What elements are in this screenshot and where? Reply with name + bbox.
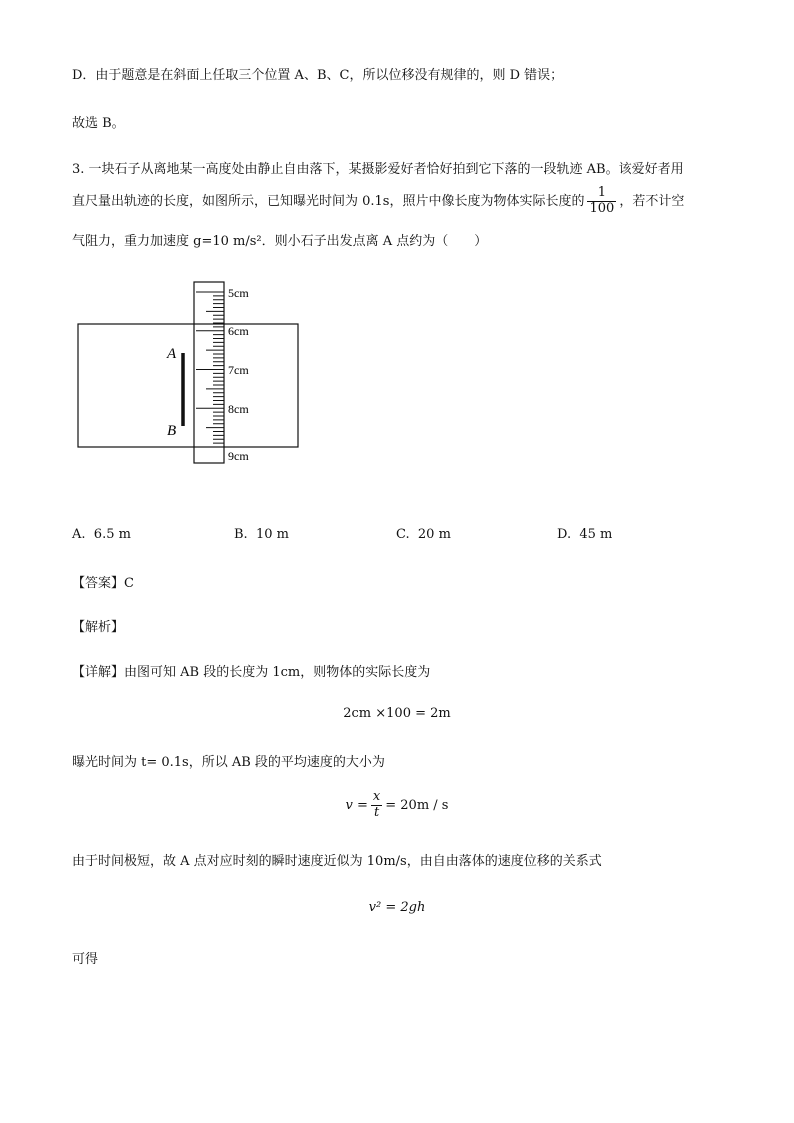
- ruler-label-6cm: 6cm: [228, 324, 249, 338]
- question-3-line-2-pre: 直尺量出轨迹的长度，如图所示，已知曝光时间为 0.1s，照片中像长度为物体实际长度的: [72, 193, 585, 209]
- eq2-denominator: t: [371, 805, 382, 821]
- ruler-ticks: [196, 292, 224, 447]
- option-b-letter: B.: [234, 527, 248, 542]
- point-a-label: A: [167, 346, 177, 362]
- ruler-label-7cm: 7cm: [228, 363, 249, 377]
- choice-statement: 故选 B。: [72, 116, 125, 131]
- option-b[interactable]: [234, 527, 289, 542]
- photo-frame: [78, 324, 298, 447]
- eq2-numerator: x: [372, 789, 381, 804]
- point-b-label: B: [167, 423, 177, 439]
- option-d-text: 45 m: [579, 527, 613, 542]
- ruler-figure: [76, 280, 306, 470]
- question-3-line-2: [72, 186, 684, 217]
- analysis-label: 【解析】: [72, 620, 125, 635]
- ruler-label-5cm: 5cm: [228, 286, 249, 300]
- equation-velocity-displacement: v² = 2gh: [368, 900, 426, 915]
- option-c-letter: C.: [396, 527, 410, 542]
- answer-value: C: [124, 576, 134, 591]
- option-b-text: 10 m: [255, 527, 289, 542]
- answer-label: 【答案】: [72, 576, 125, 591]
- eq2-lhs: v =: [345, 797, 368, 813]
- exposure-text: 曝光时间为 t= 0.1s，所以 AB 段的平均速度的大小为: [72, 755, 385, 770]
- detail-text: 由图可知 AB 段的长度为 1cm，则物体的实际长度为: [124, 665, 431, 680]
- eq2-fraction: [371, 790, 382, 821]
- option-a[interactable]: [72, 527, 131, 542]
- eq2-rhs: = 20m / s: [385, 797, 449, 813]
- option-a-letter: A.: [72, 527, 86, 542]
- option-d-letter: D.: [557, 527, 572, 542]
- fraction-one-hundredth: [587, 186, 616, 217]
- question-3-line-1: 3. 一块石子从离地某一高度处由静止自由落下，某摄影爱好者恰好拍到它下落的一段轨迹 AB。该爱好者用: [72, 162, 684, 177]
- fraction-numerator: 1: [597, 185, 607, 200]
- question-3-line-2-post: ，若不计空: [619, 193, 685, 209]
- equation-actual-length: 2cm ×100 = 2m: [343, 706, 451, 721]
- ruler-label-8cm: 8cm: [228, 402, 249, 416]
- option-c-text: 20 m: [417, 527, 451, 542]
- option-c[interactable]: [396, 527, 451, 542]
- detail-line: [72, 661, 430, 680]
- option-a-text: 6.5 m: [93, 527, 131, 542]
- option-d-explanation: D．由于题意是在斜面上任取三个位置 A、B、C，所以位移没有规律的，则 D 错误；: [72, 68, 564, 83]
- short-time-text: 由于时间极短，故 A 点对应时刻的瞬时速度近似为 10m/s，由自由落体的速度位移的关系式: [72, 854, 602, 869]
- conclusion-text: 可得: [72, 952, 99, 967]
- answer-line: [72, 572, 134, 591]
- ruler-label-9cm: 9cm: [228, 449, 249, 463]
- equation-average-velocity: [0, 790, 794, 821]
- option-d[interactable]: [557, 527, 612, 542]
- ruler-labels: [228, 286, 249, 463]
- detail-label: 【详解】: [72, 665, 125, 680]
- question-3-line-3: 气阻力，重力加速度 g=10 m/s²．则小石子出发点离 A 点约为（ ）: [72, 234, 488, 249]
- fraction-denominator: 100: [589, 200, 615, 216]
